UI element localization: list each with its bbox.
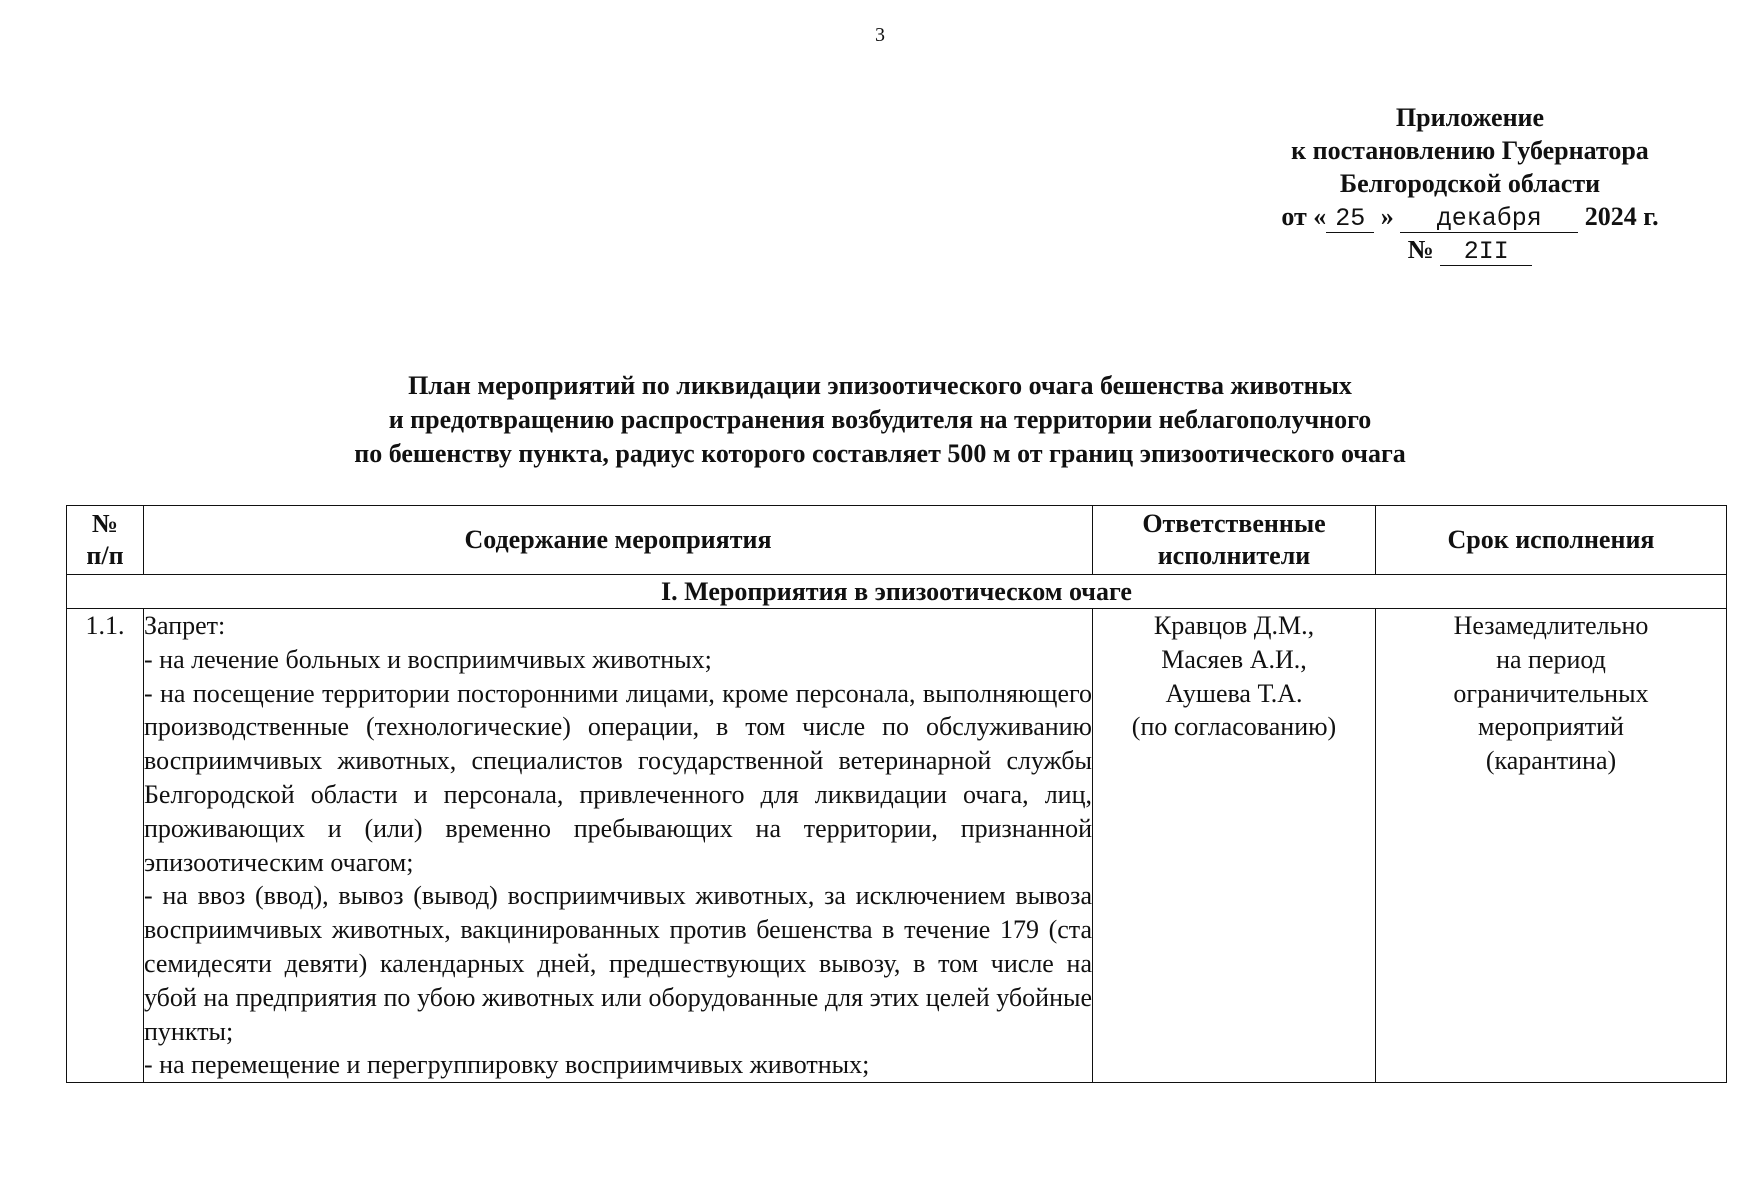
content-paragraph: - на лечение больных и восприимчивых животных;: [144, 644, 712, 674]
title-line-3: по бешенству пункта, радиус которого составляет 500 м от границ эпизоотического очага: [354, 439, 1406, 468]
date-prefix: от «: [1281, 202, 1327, 231]
number-value: 2II: [1440, 239, 1532, 266]
header-responsible: [1093, 506, 1376, 575]
page-number: 3: [875, 24, 885, 46]
term-line: на период: [1496, 644, 1606, 674]
header-resp-line-1: Ответственные: [1142, 509, 1326, 538]
date-mid: »: [1380, 202, 1394, 231]
appendix-line-2: к постановлению Губернатора: [1291, 136, 1649, 165]
plan-table: [66, 505, 1727, 1083]
header-resp-line-2: исполнители: [1157, 541, 1311, 570]
table-row: [67, 609, 1727, 1083]
appendix-title: Приложение: [1395, 103, 1545, 132]
appendix-number: [1250, 233, 1690, 266]
date-month: декабря: [1400, 206, 1578, 233]
appendix-block: [1250, 101, 1760, 266]
responsible-line: (по согласованию): [1131, 712, 1337, 742]
header-term: Срок исполнения: [1376, 506, 1727, 575]
term-line: Незамедлительно: [1453, 611, 1649, 640]
date-year: 2024 г.: [1584, 202, 1659, 231]
appendix-date: [1250, 200, 1690, 233]
section-title: I. Мероприятия в эпизоотическом очаге: [67, 575, 1727, 609]
content-paragraph: - на посещение территории посторонними лицами, кроме персонала, выполняющего производственные (технологические) операции, в том числе по обслуживанию восприимчивых животных, специалистов государственной ветеринарной службы Белгородской области и персонала, привлеченного для ликвидации очага, лиц, проживающих и (или) временно пребывающих на территории, признанной эпизоотическим очагом;: [144, 678, 1092, 877]
title-line-1: План мероприятий по ликвидации эпизоотического очага бешенства животных: [408, 371, 1352, 400]
responsible-line: Кравцов Д.М.,: [1153, 611, 1315, 640]
number-prefix: №: [1407, 235, 1434, 264]
content-paragraph: - на ввоз (ввод), вывоз (вывод) восприимчивых животных, за исключением вывоза восприимчивых животных, вакцинированных против бешенства в течение 179 (ста семидесяти девяти) календарных дней, предшествующих вывозу, в том числе на убой на предприятия по убою животных или оборудованные для этих целей убойные пункты;: [144, 881, 1092, 1046]
document-title: [0, 369, 1760, 471]
section-row: [67, 575, 1727, 609]
header-content: Содержание мероприятия: [144, 506, 1093, 575]
row-responsible: [1093, 609, 1376, 1083]
term-line: мероприятий: [1478, 712, 1624, 742]
header-num-line-1: №: [91, 509, 119, 538]
content-paragraph: - на перемещение и перегруппировку восприимчивых животных;: [144, 1050, 870, 1080]
row-term: [1376, 609, 1727, 1083]
term-line: ограничительных: [1453, 678, 1649, 708]
content-paragraph: Запрет:: [144, 611, 226, 640]
table-header-row: [67, 506, 1727, 575]
responsible-line: Аушева Т.А.: [1165, 678, 1303, 708]
title-line-2: и предотвращению распространения возбудителя на территории неблагополучного: [388, 405, 1372, 434]
row-number: 1.1.: [67, 609, 144, 1083]
appendix-line-3: Белгородской области: [1339, 169, 1601, 198]
row-content: [144, 609, 1093, 1083]
header-num-line-2: п/п: [86, 541, 124, 570]
date-day: 25: [1326, 206, 1374, 233]
header-num: [67, 506, 144, 575]
responsible-line: Масяев А.И.,: [1161, 644, 1307, 674]
term-line: (карантина): [1485, 746, 1617, 776]
